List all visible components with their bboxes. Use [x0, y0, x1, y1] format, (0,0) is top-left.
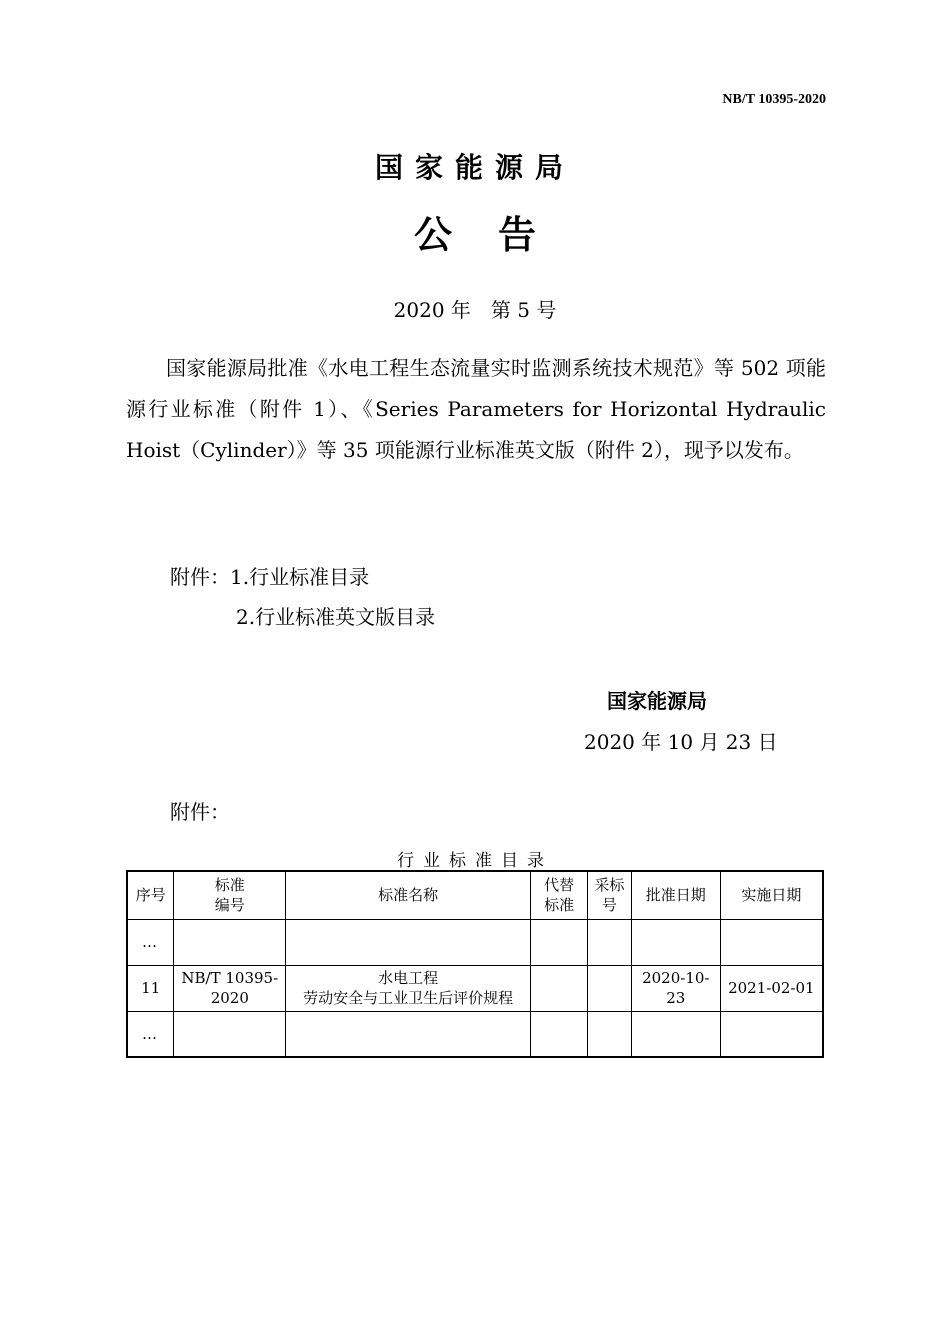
row-adopt — [587, 965, 631, 1011]
standards-table — [126, 870, 824, 1058]
signature-date: 2020 年 10 月 23 日 — [584, 730, 778, 754]
attachment-item-2: 2.行业标准英文版目录 — [236, 605, 436, 629]
attachment-item-1: 1.行业标准目录 — [230, 565, 370, 589]
header-code: 标准 编号 — [174, 871, 286, 919]
header-replace: 代替 标准 — [531, 871, 588, 919]
header-name: 标准名称 — [286, 871, 531, 919]
attachment-list — [170, 561, 369, 590]
header-seq: 序号 — [127, 871, 174, 919]
issue-number: 2020 年 第 5 号 — [393, 298, 557, 322]
table-row — [127, 965, 823, 1011]
row-replace — [531, 965, 588, 1011]
notice-title: 公告 — [413, 213, 582, 257]
table-row — [127, 919, 823, 965]
notice-paragraph: 国家能源局批准《水电工程生态流量实时监测系统技术规范》等 502 项能源行业标准（附件 1）、《Series Parameters for Horizontal Hydraulic Hoist（Cylinder）》等 35 项能源行业标准英文版（附件 2），现予以发布。 — [126, 356, 826, 462]
signature-agency: 国家能源局 — [607, 689, 707, 713]
attachment-label: 附件： — [170, 565, 230, 589]
row-seq: … — [127, 1011, 174, 1057]
row-implement-date: 2021-02-01 — [720, 965, 823, 1011]
table-header-row — [127, 871, 823, 919]
table-title: 行业标准目录 — [397, 851, 553, 871]
notice-body — [126, 348, 826, 471]
row-seq: 11 — [127, 965, 174, 1011]
header-approve-date: 批准日期 — [631, 871, 720, 919]
row-name: 水电工程 劳动安全与工业卫生后评价规程 — [286, 965, 531, 1011]
agency-title: 国家能源局 — [374, 151, 575, 184]
standard-code: NB/T 10395-2020 — [722, 92, 826, 107]
row-seq: … — [127, 919, 174, 965]
row-approve-date: 2020-10-23 — [631, 965, 720, 1011]
table-row — [127, 1011, 823, 1057]
attachment-heading: 附件： — [170, 800, 230, 824]
header-adopt: 采标 号 — [587, 871, 631, 919]
header-implement-date: 实施日期 — [720, 871, 823, 919]
row-code: NB/T 10395- 2020 — [174, 965, 286, 1011]
